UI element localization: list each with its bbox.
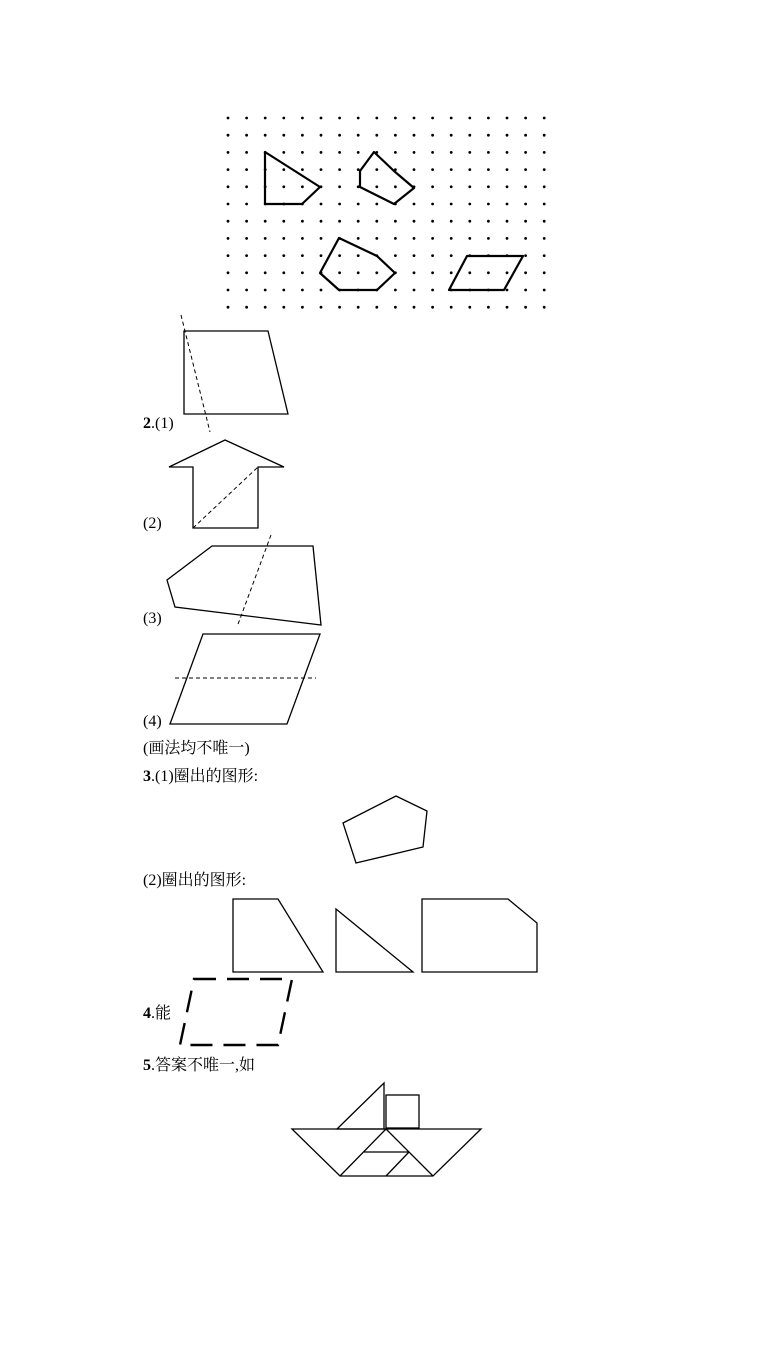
grid-dot <box>543 289 546 292</box>
grid-dot <box>487 237 490 240</box>
sail-square <box>386 1095 419 1128</box>
grid-dot <box>264 134 267 137</box>
grid-dot <box>524 134 527 137</box>
q2-figure-2 <box>160 435 290 535</box>
grid-dot <box>506 203 509 206</box>
q3-part2-label: (2)圈出的图形: <box>143 872 247 889</box>
grid-dot <box>301 306 304 309</box>
grid-dot <box>282 271 285 274</box>
grid-dot <box>301 151 304 154</box>
grid-dot <box>394 306 397 309</box>
dashed-parallelogram-shape <box>180 979 292 1045</box>
grid-dot <box>245 185 248 188</box>
grid-dot <box>282 185 285 188</box>
q2-part4-label: (4) <box>143 713 162 730</box>
grid-dot <box>543 220 546 223</box>
grid-dot <box>375 271 378 274</box>
grid-dot <box>450 203 453 206</box>
cut-line <box>237 535 271 627</box>
grid-dot <box>394 185 397 188</box>
grid-dot <box>357 220 360 223</box>
q2-figure-1 <box>170 310 300 435</box>
grid-dot <box>543 271 546 274</box>
grid-polygon-pentagon-left <box>265 152 320 204</box>
grid-dot <box>357 134 360 137</box>
grid-dot <box>431 254 434 257</box>
grid-dot <box>245 168 248 171</box>
grid-dot <box>227 151 230 154</box>
grid-dot <box>338 151 341 154</box>
grid-dot <box>524 254 527 257</box>
q4-answer: .能 <box>151 1005 172 1022</box>
grid-dot <box>543 306 546 309</box>
grid-dot <box>543 203 546 206</box>
grid-polygon-pentagon-right <box>360 152 414 204</box>
grid-dot <box>450 185 453 188</box>
grid-dot <box>264 220 267 223</box>
grid-polygon-parallelogram <box>449 256 523 290</box>
grid-dot <box>282 168 285 171</box>
q3-number: 3 <box>143 768 151 785</box>
q2-part2-label: (2) <box>143 515 162 532</box>
grid-dot <box>468 168 471 171</box>
grid-dot <box>413 289 416 292</box>
q2-figure-4 <box>160 628 330 733</box>
grid-dot <box>245 237 248 240</box>
grid-dot <box>543 168 546 171</box>
grid-dot <box>487 271 490 274</box>
grid-dot <box>413 117 416 120</box>
q5-answer: .答案不唯一,如 <box>151 1057 256 1074</box>
grid-dot <box>227 203 230 206</box>
grid-dot <box>375 134 378 137</box>
grid-dot <box>245 203 248 206</box>
grid-dot <box>506 134 509 137</box>
grid-dot <box>394 237 397 240</box>
grid-dot <box>413 151 416 154</box>
grid-dot <box>357 271 360 274</box>
grid-dot <box>375 237 378 240</box>
grid-polygon-hexagon-bottom <box>320 238 395 290</box>
grid-dot <box>245 271 248 274</box>
grid-dot <box>357 203 360 206</box>
q4-label <box>143 1005 171 1023</box>
grid-dot <box>543 185 546 188</box>
grid-dot <box>468 220 471 223</box>
grid-dot <box>375 117 378 120</box>
grid-dot <box>487 168 490 171</box>
grid-dot <box>320 220 323 223</box>
grid-dot <box>431 271 434 274</box>
grid-dot <box>245 289 248 292</box>
grid-dot <box>506 306 509 309</box>
grid-dot <box>413 254 416 257</box>
parallelogram-shape <box>170 634 320 724</box>
grid-dot <box>413 203 416 206</box>
grid-dot <box>357 151 360 154</box>
grid-dot <box>413 220 416 223</box>
grid-dot <box>264 271 267 274</box>
grid-dot <box>245 306 248 309</box>
grid-dot <box>227 134 230 137</box>
grid-dot <box>227 237 230 240</box>
grid-dot <box>468 203 471 206</box>
dot-grid <box>227 117 546 309</box>
grid-dot <box>357 306 360 309</box>
grid-dot <box>487 220 490 223</box>
grid-dot <box>264 237 267 240</box>
grid-dot <box>450 168 453 171</box>
grid-dot <box>394 117 397 120</box>
grid-dot <box>543 134 546 137</box>
grid-dot <box>506 151 509 154</box>
grid-dot <box>338 185 341 188</box>
grid-dot <box>431 306 434 309</box>
grid-dot <box>301 220 304 223</box>
grid-dot <box>301 168 304 171</box>
grid-dot <box>468 117 471 120</box>
q3-figure-shapes <box>225 893 545 978</box>
grid-dot <box>301 271 304 274</box>
grid-dot <box>431 117 434 120</box>
grid-dot <box>487 203 490 206</box>
grid-dot <box>338 203 341 206</box>
grid-dot <box>357 237 360 240</box>
right-trapezoid-shape <box>233 899 323 972</box>
grid-dot <box>227 220 230 223</box>
grid-dot <box>506 220 509 223</box>
grid-dot <box>487 117 490 120</box>
grid-dot <box>394 220 397 223</box>
grid-dot <box>487 134 490 137</box>
q3-part1-label <box>143 768 258 786</box>
trapezoid-shape <box>184 331 288 414</box>
irregular-hexagon-shape <box>167 546 321 625</box>
grid-dot <box>468 306 471 309</box>
grid-dot <box>506 237 509 240</box>
grid-dot <box>413 306 416 309</box>
grid-dot <box>524 220 527 223</box>
grid-dot <box>468 271 471 274</box>
grid-dot <box>450 254 453 257</box>
q4-number: 4 <box>143 1005 151 1022</box>
grid-dot <box>264 306 267 309</box>
grid-dot <box>524 306 527 309</box>
grid-dot <box>227 185 230 188</box>
grid-dot <box>357 117 360 120</box>
grid-dot <box>431 220 434 223</box>
grid-dot <box>506 168 509 171</box>
sail-triangle <box>337 1083 384 1129</box>
q2-figure-3 <box>160 535 330 635</box>
grid-dot <box>227 289 230 292</box>
grid-dot <box>394 151 397 154</box>
grid-dot <box>320 306 323 309</box>
grid-dot <box>301 237 304 240</box>
grid-dot <box>301 185 304 188</box>
grid-dot <box>506 289 509 292</box>
q5-number: 5 <box>143 1057 151 1074</box>
grid-dot <box>413 168 416 171</box>
grid-dot <box>524 271 527 274</box>
grid-dot <box>413 237 416 240</box>
grid-dot <box>338 271 341 274</box>
grid-dot <box>282 254 285 257</box>
grid-dot <box>524 203 527 206</box>
grid-dot <box>468 185 471 188</box>
grid-dot <box>394 289 397 292</box>
grid-dot <box>543 237 546 240</box>
grid-dot <box>413 134 416 137</box>
grid-dot <box>468 151 471 154</box>
grid-dot <box>543 117 546 120</box>
grid-dot <box>282 306 285 309</box>
grid-dot <box>487 306 490 309</box>
grid-dot <box>320 168 323 171</box>
dot-grid-figure <box>220 110 550 315</box>
grid-dot <box>506 117 509 120</box>
grid-dot <box>468 134 471 137</box>
grid-dot <box>431 237 434 240</box>
grid-dot <box>431 151 434 154</box>
grid-dot <box>282 151 285 154</box>
hull-line-inner <box>386 1152 409 1176</box>
tangram-boat-lines <box>292 1083 481 1176</box>
grid-dot <box>264 117 267 120</box>
grid-dot <box>524 185 527 188</box>
grid-dot <box>282 237 285 240</box>
grid-dot <box>487 185 490 188</box>
grid-dot <box>282 134 285 137</box>
grid-dot <box>450 220 453 223</box>
right-triangle-shape <box>336 909 413 972</box>
grid-dot <box>450 306 453 309</box>
grid-dot <box>450 237 453 240</box>
grid-dot <box>320 134 323 137</box>
grid-dot <box>450 134 453 137</box>
q3-figure-pentagon <box>335 790 435 868</box>
grid-dot <box>320 151 323 154</box>
q2-note: (画法均不唯一) <box>143 740 250 757</box>
pentagon-shape <box>343 796 427 863</box>
grid-dot <box>245 151 248 154</box>
grid-dot <box>375 185 378 188</box>
grid-dot <box>245 254 248 257</box>
grid-dot <box>245 220 248 223</box>
grid-dot <box>375 306 378 309</box>
grid-dot <box>264 254 267 257</box>
grid-dot <box>338 168 341 171</box>
grid-dot <box>227 117 230 120</box>
grid-dot <box>524 289 527 292</box>
q3-part1-text: .(1)圈出的图形: <box>151 768 259 785</box>
grid-dot <box>282 117 285 120</box>
grid-dot <box>524 117 527 120</box>
arrow-house-shape <box>169 440 284 528</box>
grid-dot <box>506 271 509 274</box>
grid-dot <box>375 168 378 171</box>
q4-dashed-parallelogram <box>170 970 300 1050</box>
cut-line <box>193 467 258 528</box>
grid-dot <box>320 237 323 240</box>
grid-dot <box>264 289 267 292</box>
grid-dot <box>357 254 360 257</box>
grid-dot <box>431 134 434 137</box>
grid-dot <box>320 289 323 292</box>
grid-dot <box>543 254 546 257</box>
grid-dot <box>338 117 341 120</box>
grid-dot <box>450 271 453 274</box>
grid-dot <box>227 254 230 257</box>
grid-dot <box>450 117 453 120</box>
grid-dot <box>301 117 304 120</box>
grid-dot <box>338 254 341 257</box>
grid-dot <box>375 203 378 206</box>
grid-dot <box>301 289 304 292</box>
grid-dot <box>338 134 341 137</box>
grid-dot <box>394 134 397 137</box>
grid-dot <box>431 289 434 292</box>
grid-dot <box>375 220 378 223</box>
grid-dot <box>320 117 323 120</box>
grid-dot <box>524 168 527 171</box>
cut-corner-rectangle-shape <box>422 899 537 972</box>
grid-dot <box>227 271 230 274</box>
grid-dot <box>320 203 323 206</box>
grid-dot <box>301 134 304 137</box>
grid-dot <box>338 220 341 223</box>
grid-dot <box>282 220 285 223</box>
grid-dot <box>394 254 397 257</box>
grid-dot <box>450 151 453 154</box>
grid-dot <box>543 151 546 154</box>
grid-dot <box>431 168 434 171</box>
grid-dot <box>431 185 434 188</box>
grid-dot <box>320 254 323 257</box>
q5-tangram-boat <box>285 1078 490 1183</box>
grid-dot <box>468 237 471 240</box>
grid-dot <box>301 254 304 257</box>
q2-part3-label: (3) <box>143 610 162 627</box>
grid-dot <box>338 306 341 309</box>
q2-part1-text: .(1) <box>151 415 174 432</box>
grid-dot <box>227 168 230 171</box>
grid-dot <box>227 306 230 309</box>
grid-dot <box>413 271 416 274</box>
grid-dot <box>506 185 509 188</box>
grid-dot <box>431 203 434 206</box>
grid-dot <box>487 151 490 154</box>
q2-part1-label <box>143 415 174 433</box>
grid-dot <box>524 237 527 240</box>
grid-dot <box>245 134 248 137</box>
grid-dot <box>524 151 527 154</box>
grid-dot <box>245 117 248 120</box>
q5-label <box>143 1057 255 1075</box>
grid-dot <box>282 289 285 292</box>
q2-number: 2 <box>143 415 151 432</box>
